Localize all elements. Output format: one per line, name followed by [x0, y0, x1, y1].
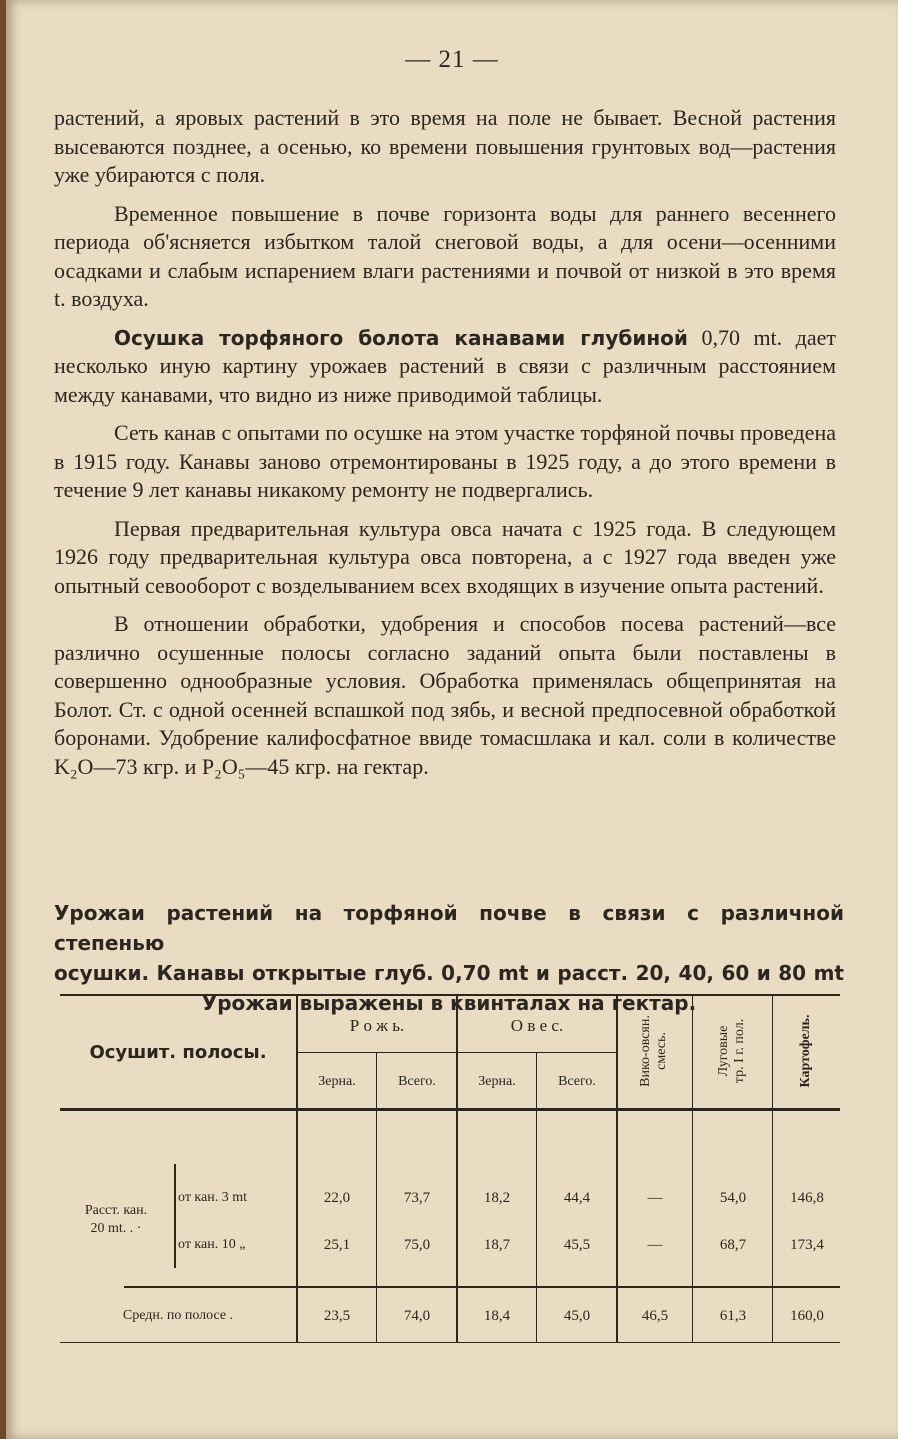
- avg-potato: 160,0: [790, 1308, 824, 1324]
- table-header-rule: [60, 1108, 840, 1111]
- table-bottom-rule: [60, 1342, 840, 1343]
- caption-line-1: Урожаи растений на торфяной почве в связи с различной степенью: [54, 901, 844, 955]
- paragraph-3-rest: 0,70 mt. дает несколько иную картину урожаев растений в связи с различным расстоянием между канавами, что видно из ниже приводимой таблицы.: [54, 324, 837, 407]
- header-rye-total: Всего.: [398, 1074, 436, 1089]
- header-oat-total: Всего.: [558, 1074, 596, 1089]
- avg-oat-total: 45,0: [563, 1308, 591, 1324]
- page: [6, 0, 898, 1439]
- caption-line-2: осушки. Канавы открытые глуб. 0,70 mt и расст. 20, 40, 60 и 80 mt: [54, 961, 844, 985]
- row-1-rye-grain: 22,0: [323, 1190, 351, 1206]
- caption-line-3: Урожаи выражены в квинталах на гектар.: [201, 991, 697, 1015]
- avg-mix: 46,5: [641, 1308, 669, 1324]
- row-2-label: от кан. 10 „: [178, 1237, 246, 1252]
- row-1-meadow: 54,0: [719, 1190, 747, 1206]
- row-2-oat-total: 45,5: [563, 1237, 591, 1253]
- table-top-rule: [60, 994, 840, 996]
- body-text: [54, 104, 836, 791]
- paragraph-2: Временное повышение в почве горизонта воды для раннего весеннего периода об'ясняется избытком талой снеговой воды, а для осени—осенними осадками и слабым испарением влаги растениями и почвой от низкой в это время t. воздуха.: [54, 200, 836, 311]
- paragraph-5: Первая предварительная культура овса начата с 1925 года. В следующем 1926 году предварительная культура овса повторена, а с 1927 года введен уже опытный севооборот с возделыванием всех входящих в изучение опыта растений.: [54, 515, 836, 598]
- header-strip: Осушит. полосы.: [89, 1042, 267, 1063]
- row-2-meadow: 68,7: [719, 1237, 747, 1253]
- avg-oat-grain: 18,4: [483, 1308, 511, 1324]
- paragraph-6: В отношении обработки, удобрения и способов посева растений—все различно осушенные полосы согласно заданий опыта были поставлены в совершенно однообразные условия. Обработка применялась общепринятая на Болот. Ст. с одной осенней вспашкой под зябь, и весной предпосевной обработкой боронами. Удобрение калифосфатное ввиде томасшлака и кал. соли в количестве K₂O—73 кгр. и P₂O₅—45 кгр. на гектар.: [54, 611, 836, 779]
- avg-meadow: 61,3: [719, 1308, 747, 1324]
- row-1-oat-grain: 18,2: [483, 1190, 511, 1206]
- paragraph-1: растений, а яровых растений в это время на поле не бывает. Весной растения высеваются позднее, а осенью, ко времени повышения грунтовых вод—растения уже убираются с поля.: [54, 105, 836, 187]
- paragraph-3: [54, 324, 836, 410]
- header-meadow: Луговые тр. I г. пол.: [716, 1018, 747, 1084]
- avg-label: Средн. по полосе .: [122, 1308, 234, 1323]
- row-2-oat-grain: 18,7: [483, 1237, 511, 1253]
- avg-rye-total: 74,0: [403, 1308, 431, 1324]
- row-2-rye-total: 75,0: [403, 1237, 431, 1253]
- page-number: — 21 —: [405, 46, 499, 73]
- header-oat-grain: Зерна.: [478, 1074, 516, 1089]
- row-1-potato: 146,8: [790, 1190, 824, 1206]
- paragraph-4: Сеть канав с опытами по осушке на этом участке торфяной почвы проведена в 1915 году. Канавы заново отремонтированы в 1925 году, а до этого времени в течение 9 лет канавы никакому ремонту не подвергались.: [54, 420, 836, 502]
- row-2-potato: 173,4: [790, 1237, 824, 1253]
- yield-table: [60, 994, 840, 1374]
- vline: [296, 994, 298, 1342]
- row-2-mix: —: [647, 1237, 663, 1253]
- row-1-mix: —: [647, 1190, 663, 1206]
- row-1-rye-total: 73,7: [403, 1190, 431, 1206]
- table-avg-rule: [124, 1286, 840, 1288]
- table-subheader-rule: [298, 1052, 618, 1053]
- header-rye-grain: Зерна.: [318, 1074, 356, 1089]
- header-oats: О в е с.: [510, 1016, 564, 1035]
- vline: [376, 1052, 377, 1342]
- header-mix: Вико-овсян. смесь.: [638, 1015, 669, 1087]
- vline: [692, 994, 693, 1342]
- header-potato: Картофель.: [798, 1014, 813, 1088]
- vline: [616, 994, 618, 1342]
- paragraph-3-bold: Осушка торфяного болота канавами глубиной: [114, 325, 688, 350]
- header-rye: Р о ж ь.: [349, 1016, 405, 1035]
- vline: [456, 994, 458, 1342]
- vline: [174, 1164, 176, 1268]
- row-group-label: Расст. кан. 20 mt. . ·: [84, 1203, 148, 1236]
- row-1-label: от кан. 3 mt: [178, 1190, 248, 1205]
- avg-rye-grain: 23,5: [323, 1308, 351, 1324]
- row-1-oat-total: 44,4: [563, 1190, 591, 1206]
- row-2-rye-grain: 25,1: [323, 1237, 351, 1253]
- vline: [536, 1052, 537, 1342]
- vline: [772, 994, 773, 1342]
